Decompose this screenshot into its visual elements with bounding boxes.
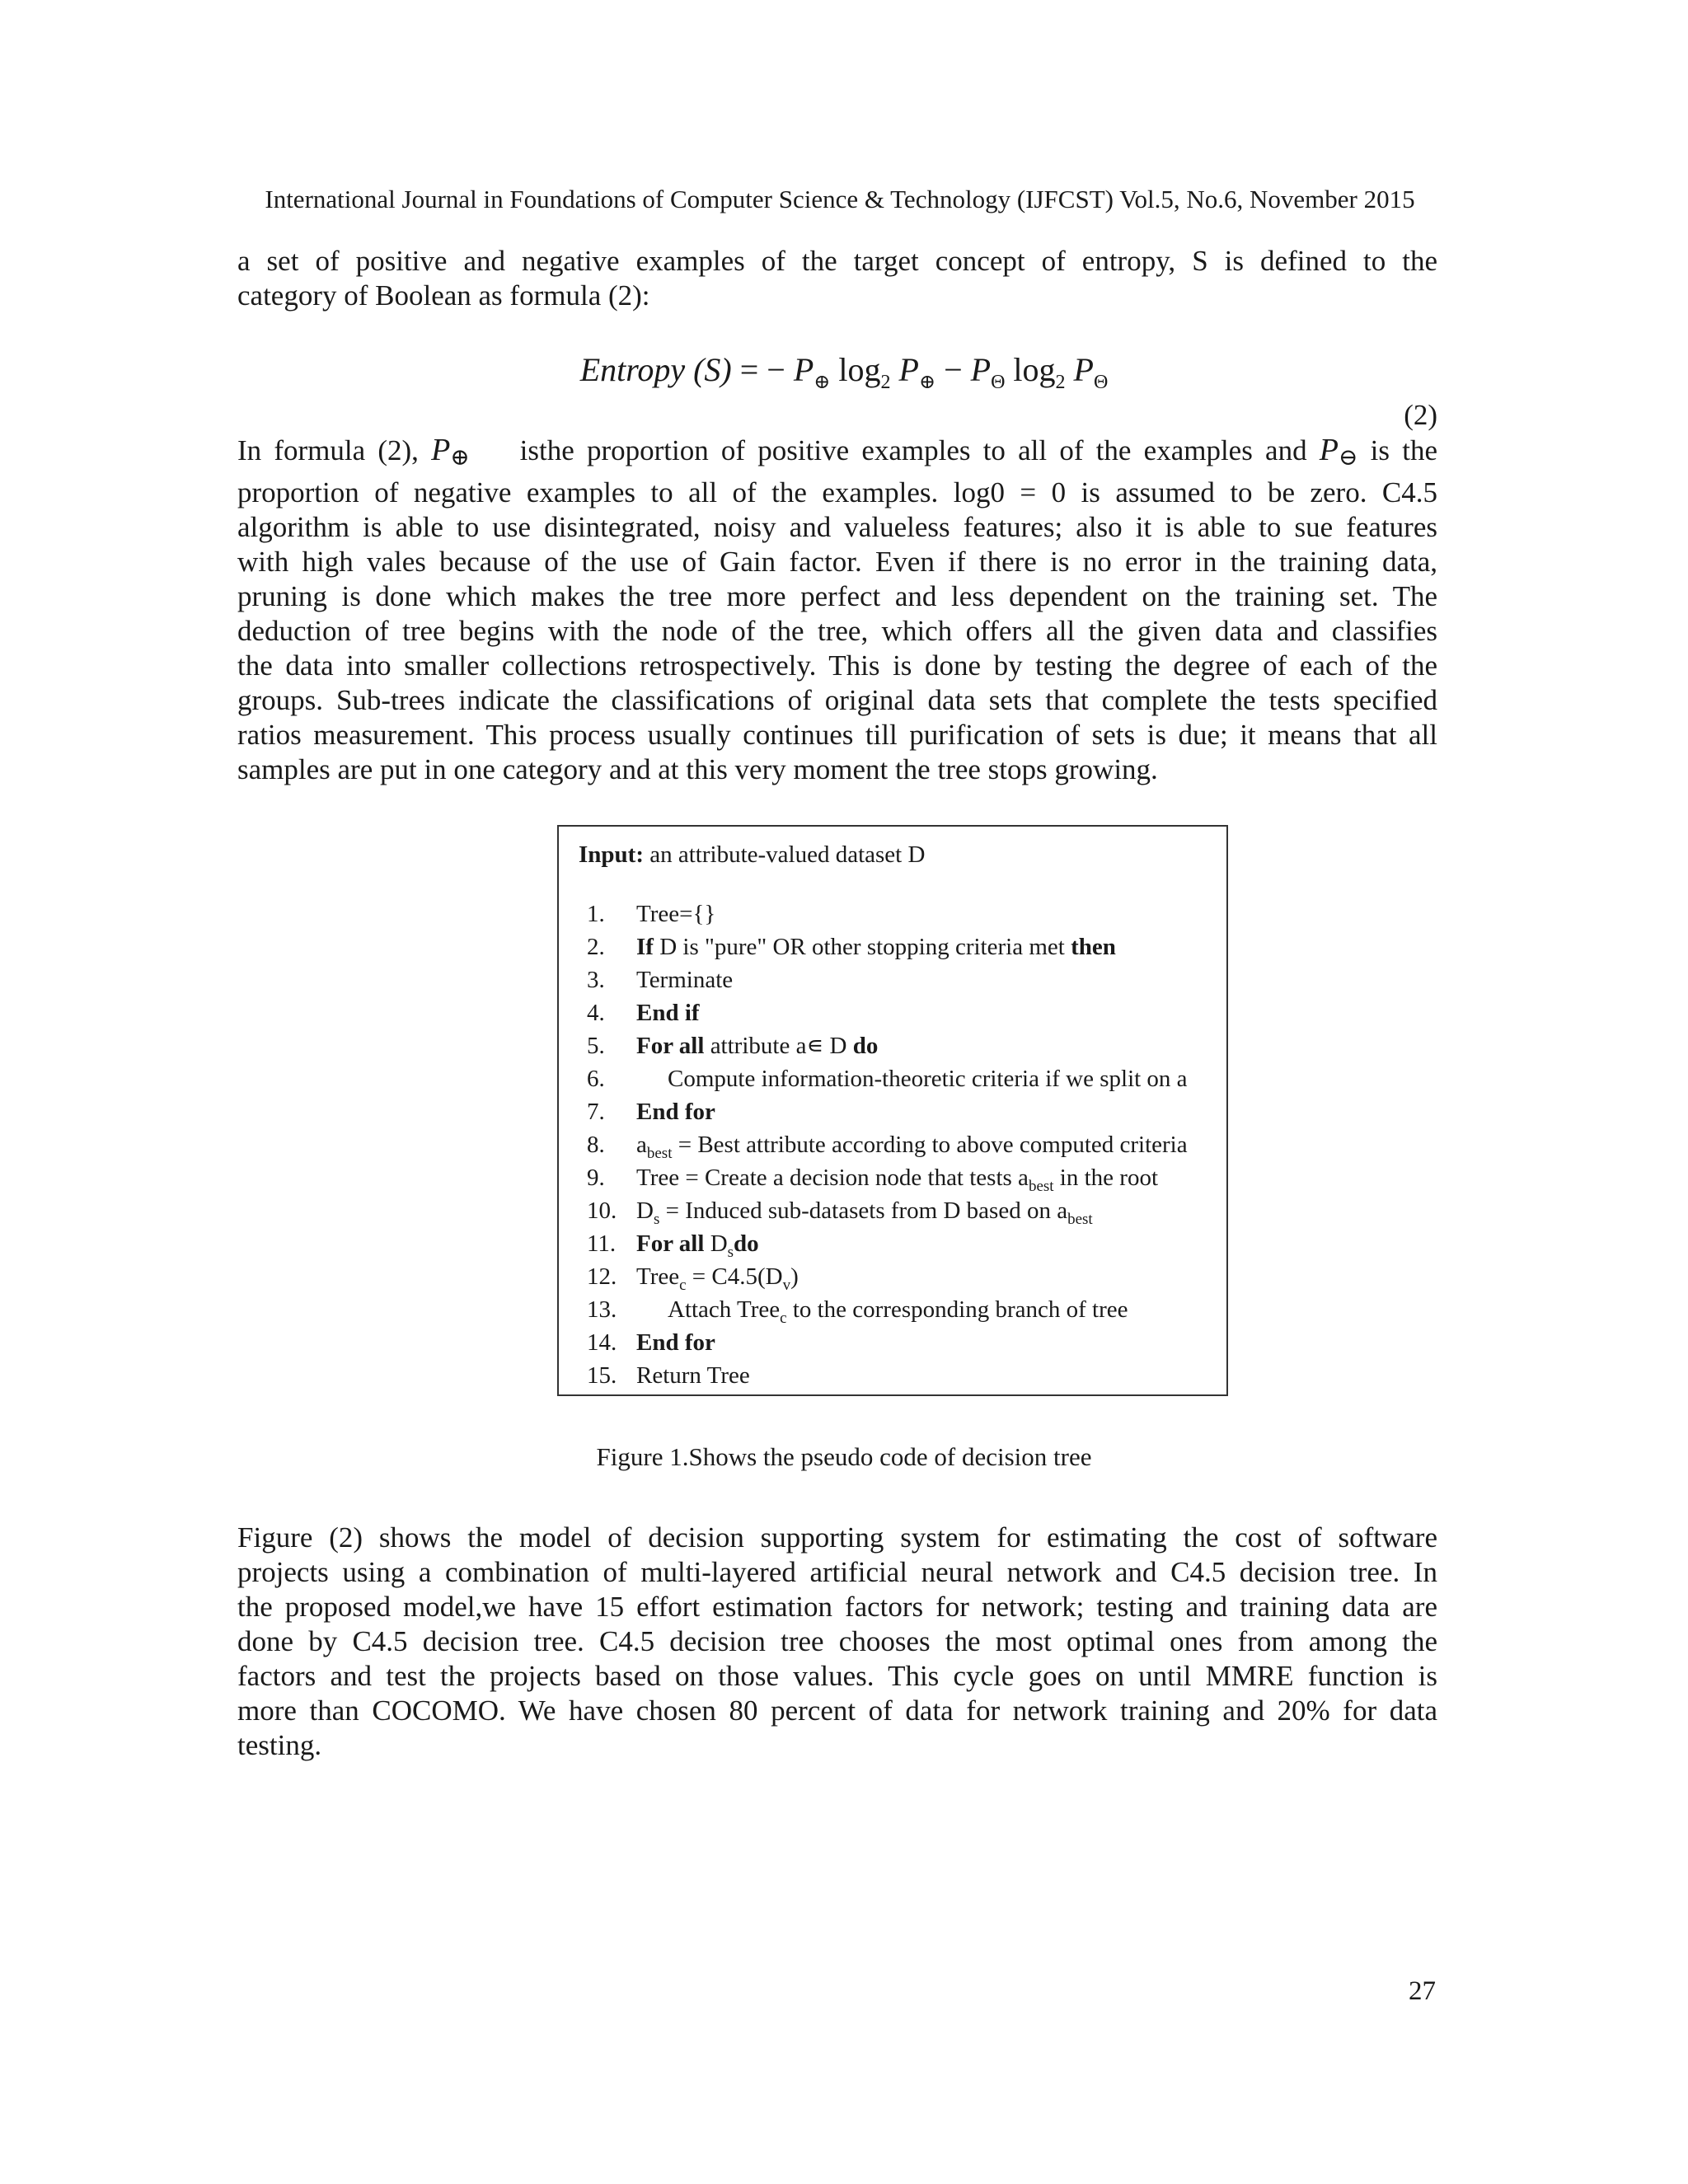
running-header: International Journal in Foundations of Computer Science & Technology (IJFCST) Vol.5, No.6, November 2015 xyxy=(265,185,1415,213)
entropy-formula xyxy=(0,349,1688,403)
subscript: c xyxy=(780,1309,787,1327)
line-text: End if xyxy=(636,1000,700,1026)
keyword: do xyxy=(852,1033,879,1059)
text-line: testing. xyxy=(237,1729,322,1761)
text-line: the data into smaller collections retrospectively. This is done by testing the degree of each of the xyxy=(237,649,1437,682)
text-line: Figure (2) shows the model of decision supporting system for estimating the cost of software xyxy=(237,1521,1437,1554)
line-number: 6. xyxy=(587,1066,605,1092)
text-run: In formula (2), xyxy=(237,434,432,466)
text-run: ) xyxy=(790,1263,799,1290)
line-number: 10. xyxy=(587,1197,617,1224)
subscript: v xyxy=(782,1276,791,1294)
subscript: c xyxy=(679,1276,687,1294)
line-text xyxy=(636,1029,878,1062)
text-line: a set of positive and negative examples of the target concept of entropy, S is defined to the xyxy=(237,245,1437,277)
formula-entropy: Entropy xyxy=(579,351,686,388)
pseudocode-line xyxy=(559,1194,1226,1227)
keyword: For all xyxy=(636,1033,705,1059)
keyword: do xyxy=(734,1230,759,1257)
equation-number: (2) xyxy=(1404,399,1437,431)
subscript: best xyxy=(1028,1177,1054,1195)
paragraph-model-description xyxy=(237,1521,1437,1763)
formula-log: log xyxy=(1013,351,1056,388)
line-text: Tree={} xyxy=(636,901,716,927)
line-number: 2. xyxy=(587,934,605,960)
text-run: Attach Tree xyxy=(668,1296,781,1323)
pseudocode-line xyxy=(559,1227,1226,1260)
text-line: groups. Sub-trees indicate the classifications of original data sets that complete the tests specified xyxy=(237,684,1437,716)
paragraph-intro xyxy=(237,244,1437,313)
text-run: = C4.5(D xyxy=(686,1263,783,1290)
pseudocode-line xyxy=(559,1359,1226,1392)
text-line: with high vales because of the use of Gain factor. Even if there is no error in the training data, xyxy=(237,546,1437,578)
text-line: the proposed model,we have 15 effort estimation factors for network; testing and training data are xyxy=(237,1591,1437,1623)
line-text: Terminate xyxy=(636,967,734,993)
formula-plus-sub: ⊕ xyxy=(918,372,936,393)
pseudocode-line xyxy=(559,930,1226,963)
line-number: 9. xyxy=(587,1165,605,1191)
text-line: factors and test the projects based on those values. This cycle goes on until MMRE function is xyxy=(237,1660,1437,1692)
text-run: D xyxy=(636,1197,654,1224)
text-run: Tree = Create a decision node that tests a xyxy=(636,1165,1029,1191)
formula-p: P xyxy=(970,351,992,388)
minus-circle-symbol: ⊖ xyxy=(1339,445,1358,471)
pseudocode-line xyxy=(559,1293,1226,1326)
line-number: 14. xyxy=(587,1329,617,1356)
plus-circle-symbol: ⊕ xyxy=(450,445,470,471)
algorithm-input xyxy=(579,838,925,871)
line-number: 7. xyxy=(587,1099,605,1125)
subscript: best xyxy=(646,1144,673,1162)
input-label: Input: xyxy=(579,841,644,868)
line-text: End for xyxy=(636,1099,715,1125)
formula-base: 2 xyxy=(1055,372,1066,393)
line-number: 5. xyxy=(587,1033,605,1059)
line-text: End for xyxy=(636,1329,715,1356)
text-line: deduction of tree begins with the node of the tree, which offers all the given data and classifies xyxy=(237,615,1437,647)
keyword: For all xyxy=(636,1230,705,1257)
line-number: 12. xyxy=(587,1263,617,1290)
line-text xyxy=(636,930,1116,963)
p-symbol: P xyxy=(431,433,451,467)
text-line: more than COCOMO. We have chosen 80 percent of data for network training and 20% for data xyxy=(237,1694,1437,1727)
text-run: attribute a∊ D xyxy=(704,1033,853,1059)
line-number: 11. xyxy=(587,1230,617,1257)
pseudocode-box xyxy=(557,825,1228,1396)
text-line: samples are put in one category and at this very moment the tree stops growing. xyxy=(237,753,1158,785)
p-symbol: P xyxy=(1319,433,1339,467)
text-line xyxy=(237,433,1437,476)
pseudocode-line xyxy=(559,1128,1226,1161)
subscript: s xyxy=(727,1243,734,1261)
pseudocode-line xyxy=(559,898,1226,930)
input-text: an attribute-valued dataset D xyxy=(644,841,926,868)
formula-p: P xyxy=(898,351,919,388)
pseudocode-line xyxy=(559,1260,1226,1293)
subscript: best xyxy=(1067,1210,1093,1228)
formula-plus-sub: ⊕ xyxy=(814,372,831,393)
text-run: isthe proportion of positive examples to all of the examples and xyxy=(519,434,1320,466)
line-number: 3. xyxy=(587,967,605,993)
text-run: Tree xyxy=(636,1263,680,1290)
text-line: category of Boolean as formula (2): xyxy=(237,279,650,312)
text-run: = Best attribute according to above computed criteria xyxy=(672,1132,1188,1158)
formula-minus-sub: Θ xyxy=(991,372,1006,393)
formula-log: log xyxy=(838,351,881,388)
text-run: D is "pure" OR other stopping criteria met xyxy=(653,934,1071,960)
keyword: If xyxy=(636,934,654,960)
pseudocode-line xyxy=(559,1095,1226,1128)
formula-arg: (S) xyxy=(693,351,732,388)
text-run: D xyxy=(704,1230,728,1257)
text-run: = Induced sub-datasets from D based on a xyxy=(659,1197,1068,1224)
text-line: projects using a combination of multi-layered artificial neural network and C4.5 decision tree. In xyxy=(237,1556,1437,1588)
line-number: 15. xyxy=(587,1362,617,1389)
text-run: to the corresponding branch of tree xyxy=(786,1296,1128,1323)
line-number: 8. xyxy=(587,1132,605,1158)
pseudocode-line xyxy=(559,1029,1226,1062)
pseudocode-line xyxy=(559,1326,1226,1359)
page-number: 27 xyxy=(1409,1976,1436,2006)
formula-minus: − xyxy=(944,351,971,388)
formula-base: 2 xyxy=(880,372,891,393)
formula-minus-sub: Θ xyxy=(1093,372,1109,393)
text-line: proportion of negative examples to all of the examples. log0 = 0 is assumed to be zero. C4.5 xyxy=(237,476,1437,509)
pseudocode-line xyxy=(559,1161,1226,1194)
paragraph-formula-explanation xyxy=(237,433,1437,787)
line-text: Compute information-theoretic criteria if we split on a xyxy=(668,1066,1188,1092)
line-number: 1. xyxy=(587,901,605,927)
text-run: a xyxy=(636,1132,647,1158)
line-number: 13. xyxy=(587,1296,617,1323)
text-run: in the root xyxy=(1053,1165,1158,1191)
text-line: pruning is done which makes the tree more perfect and less dependent on the training set. The xyxy=(237,580,1437,612)
formula-p: P xyxy=(793,351,814,388)
text-line: done by C4.5 decision tree. C4.5 decision tree chooses the most optimal ones from among the xyxy=(237,1625,1437,1657)
pseudocode-line xyxy=(559,963,1226,996)
line-text: Return Tree xyxy=(636,1362,750,1389)
text-line: ratios measurement. This process usually continues till purification of sets is due; it means that all xyxy=(237,719,1437,751)
formula-p: P xyxy=(1073,351,1094,388)
text-run: is the xyxy=(1357,434,1437,466)
formula-equals: = − xyxy=(739,351,785,388)
text-line: algorithm is able to use disintegrated, noisy and valueless features; also it is able to sue features xyxy=(237,511,1437,543)
keyword: then xyxy=(1071,934,1116,960)
figure-caption: Figure 1.Shows the pseudo code of decision tree xyxy=(596,1442,1092,1471)
pseudocode-lines xyxy=(559,898,1226,1392)
subscript: s xyxy=(653,1210,660,1228)
pseudocode-line xyxy=(559,996,1226,1029)
line-number: 4. xyxy=(587,1000,605,1026)
pseudocode-line xyxy=(559,1062,1226,1095)
